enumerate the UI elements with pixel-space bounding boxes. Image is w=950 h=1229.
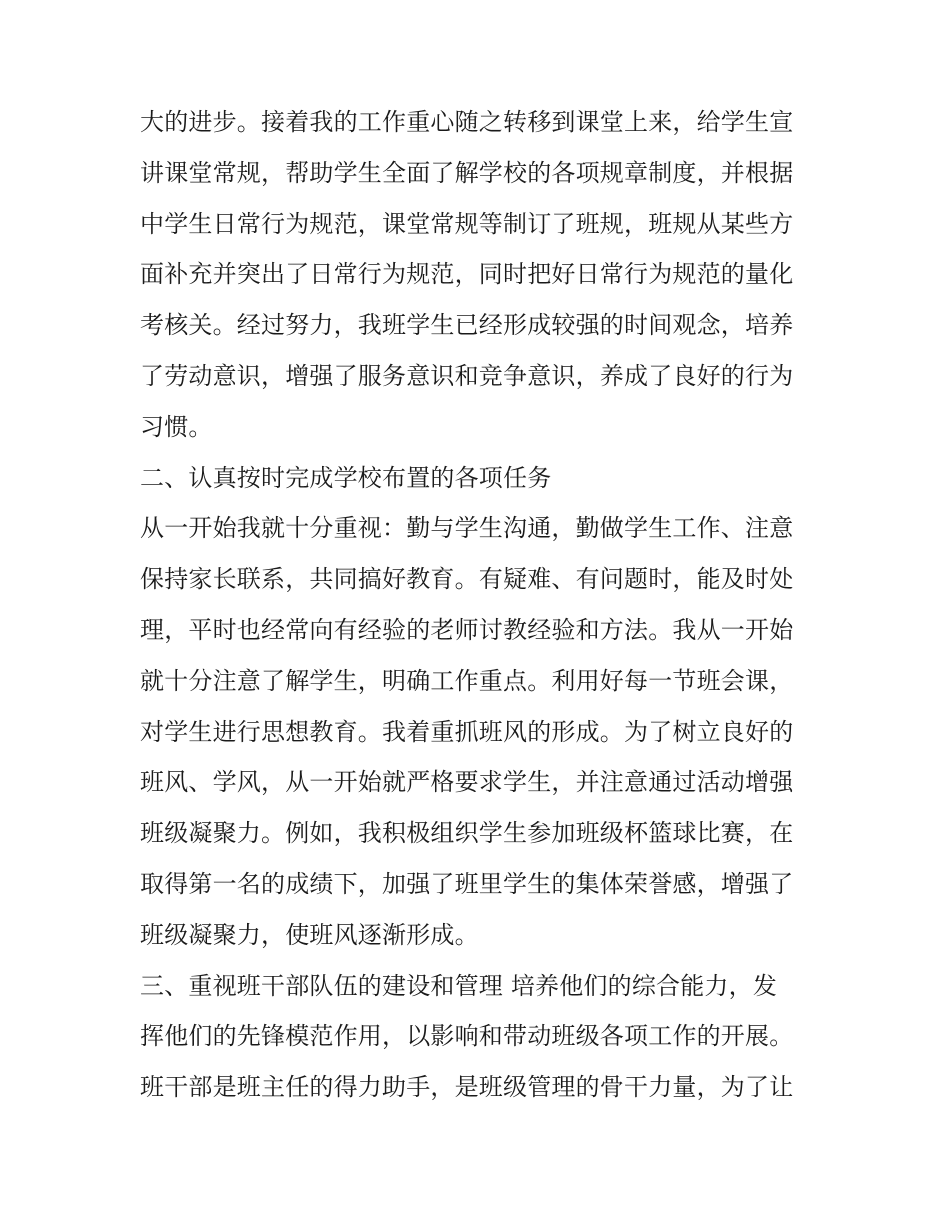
section-heading: 三、重视班干部队伍的建设和管理 培养他们的综合能力，发 xyxy=(140,971,778,1000)
text-line: 习惯。 xyxy=(140,412,213,441)
text-line: 班风、学风，从一开始就严格要求学生，并注意通过活动增强 xyxy=(140,768,794,797)
text-line: 保持家长联系，共同搞好教育。有疑难、有问题时，能及时处 xyxy=(140,565,794,594)
text-line: 就十分注意了解学生，明确工作重点。利用好每一节班会课， xyxy=(140,666,794,695)
text-line: 中学生日常行为规范，课堂常规等制订了班规，班规从某些方 xyxy=(140,209,794,238)
text-line: 班级凝聚力。例如，我积极组织学生参加班级杯篮球比赛，在 xyxy=(140,819,794,848)
text-line: 班干部是班主任的得力助手，是班级管理的骨干力量，为了让 xyxy=(140,1073,794,1102)
text-line: 了劳动意识，增强了服务意识和竞争意识，养成了良好的行为 xyxy=(140,361,794,390)
text-line: 讲课堂常规，帮助学生全面了解学校的各项规章制度，并根据 xyxy=(140,158,794,187)
text-line: 面补充并突出了日常行为规范，同时把好日常行为规范的量化 xyxy=(140,260,794,289)
text-line: 班级凝聚力，使班风逐渐形成。 xyxy=(140,920,479,949)
text-line: 从一开始我就十分重视：勤与学生沟通，勤做学生工作、注意 xyxy=(140,514,794,543)
text-line: 考核关。经过努力，我班学生已经形成较强的时间观念，培养 xyxy=(140,311,794,340)
text-line: 理，平时也经常向有经验的老师讨教经验和方法。我从一开始 xyxy=(140,615,794,644)
document-body xyxy=(140,97,820,1113)
text-line: 挥他们的先锋模范作用，以影响和带动班级各项工作的开展。 xyxy=(140,1022,794,1051)
text-line: 大的进步。接着我的工作重心随之转移到课堂上来，给学生宣 xyxy=(140,108,794,136)
section-heading: 二、认真按时完成学校布置的各项任务 xyxy=(140,463,552,492)
text-line: 取得第一名的成绩下，加强了班里学生的集体荣誉感，增强了 xyxy=(140,869,794,898)
text-line: 对学生进行思想教育。我着重抓班风的形成。为了树立良好的 xyxy=(140,717,794,746)
